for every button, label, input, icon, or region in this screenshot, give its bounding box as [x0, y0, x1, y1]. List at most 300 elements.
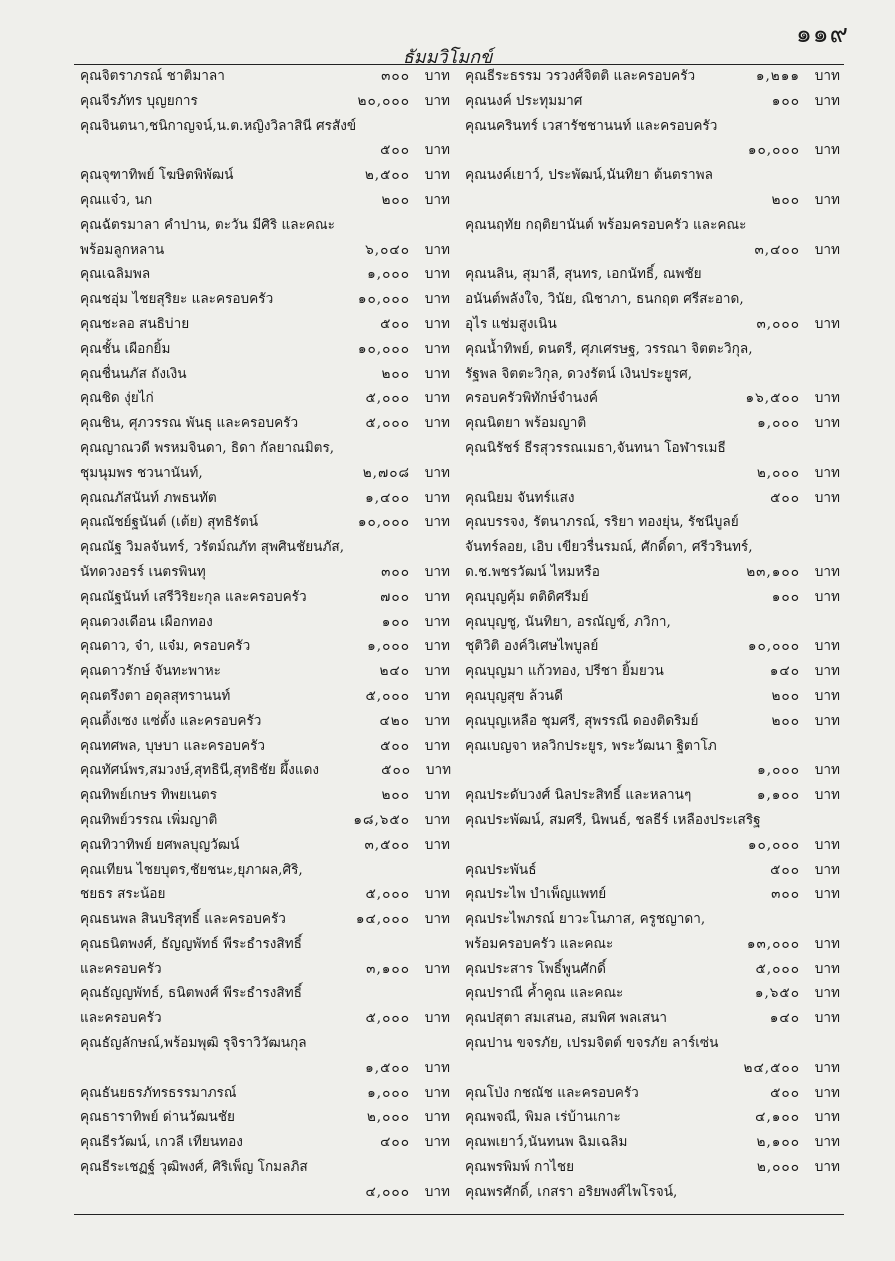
donor-name: คุณนงค์เยาว์, ประพัฒน์,นันทิยา ต้นตราพล	[465, 167, 713, 184]
currency-unit: บาท	[424, 92, 450, 109]
donor-name: คุณทศพล, บุษบา และครอบครัว	[80, 737, 266, 754]
donation-amount: ๑,๐๐๐	[757, 762, 800, 779]
donor-name: คุณบุญเหลือ ชุมศรี, สุพรรณี ดองติดริมย์	[465, 712, 699, 729]
donation-amount: ๕,๐๐๐	[365, 390, 410, 407]
currency-unit: บาท	[424, 638, 450, 655]
donor-line	[465, 1031, 840, 1056]
donor-name: คุณธันยธรภัทรธรรมาภรณ์	[80, 1084, 237, 1101]
donor-line	[80, 386, 450, 411]
donor-line	[465, 436, 840, 461]
currency-unit: บาท	[424, 787, 450, 804]
donation-amount: ๓,๑๐๐	[366, 960, 410, 977]
currency-unit: บาท	[814, 464, 840, 481]
donor-line	[465, 833, 840, 858]
donor-name: คุณชะลอ สนธิบ่าย	[80, 315, 190, 332]
donor-name: คุณนฤทัย กฤติยานันต์ พร้อมครอบครัว และคณะ	[465, 216, 747, 233]
donation-amount: ๑,๖๕๐	[754, 985, 800, 1002]
donor-name: คุณธัญลักษณ์,พร้อมพุฒิ รุจิราวิวัฒนกุล	[80, 1035, 307, 1052]
donation-amount: ๒๐๐	[771, 687, 800, 704]
donor-name: คุณญาณวดี พรหมจินดา, ธิดา กัลยาณมิตร,	[80, 439, 335, 456]
currency-unit: บาท	[424, 489, 450, 506]
donation-amount: ๑,๑๐๐	[756, 787, 800, 804]
donation-amount: ๔๐๐	[380, 1134, 410, 1151]
donor-name: คุณบุญมา แก้วทอง, ปรีชา ยิ้มยวน	[465, 663, 664, 680]
donation-amount: ๓,๕๐๐	[364, 836, 410, 853]
donor-line	[80, 312, 450, 337]
donor-line	[465, 238, 840, 263]
currency-unit: บาท	[424, 687, 450, 704]
donor-name: คุณโป่ง กชณัช และครอบครัว	[465, 1084, 639, 1101]
donor-name: คุณจุฑาทิพย์ โฆษิตพิพัฒน์	[80, 167, 234, 184]
donation-amount: ๕๐๐	[380, 142, 410, 159]
donor-name: จันทร์ลอย, เอิบ เขียวรื่นรมณ์, ศักดิ์ดา, ศรีวรินทร์,	[465, 539, 753, 556]
donor-line	[80, 981, 450, 1006]
donation-amount: ๑๔๐	[769, 1010, 800, 1027]
donor-line	[80, 213, 450, 238]
currency-unit: บาท	[424, 836, 450, 853]
donor-line	[80, 1031, 450, 1056]
donation-amount: ๑๐๐	[771, 588, 800, 605]
currency-unit: บาท	[814, 415, 840, 432]
donor-name: คุณปาน ขจรภัย, เปรมจิตต์ ขจรภัย ลาร์เซ่น	[465, 1035, 719, 1052]
currency-unit: บาท	[814, 1109, 840, 1126]
donation-amount: ๑๐๐	[771, 92, 800, 109]
donor-name: คุณจีรภัทร บุญยการ	[80, 92, 198, 109]
donation-amount: ๑,๔๐๐	[365, 489, 410, 506]
donation-amount: ๕,๐๐๐	[365, 415, 410, 432]
donor-line	[80, 138, 450, 163]
donor-line	[465, 585, 840, 610]
currency-unit: บาท	[424, 142, 450, 159]
donor-line	[465, 1180, 840, 1205]
donor-name: คุณบรรจง, รัตนาภรณ์, รริยา ทองยุ่น, รัชนีบูลย์	[465, 514, 739, 531]
donation-amount: ๑,๐๐๐	[367, 638, 410, 655]
currency-unit: บาท	[424, 737, 450, 754]
donor-name: คุณบุญชู, นันทิยา, อรณัญช์, ภวิกา,	[465, 613, 671, 630]
donor-name: คุณพรพิมพ์ กาไชย	[465, 1159, 575, 1176]
currency-unit: บาท	[424, 415, 450, 432]
currency-unit: บาท	[814, 762, 840, 779]
donor-name: คุณเบญจา หลวิกประยูร, พระวัฒนา ฐิตาโภ	[465, 737, 717, 754]
donor-name: คุณณภัสนันท์ ภพธนทัต	[80, 489, 217, 506]
donation-amount: ๑๘,๖๕๐	[353, 811, 410, 828]
donor-name: คุณจิตราภรณ์ ชาติมาลา	[80, 68, 225, 84]
currency-unit: บาท	[424, 613, 450, 630]
currency-unit: บาท	[424, 191, 450, 208]
donor-line	[80, 610, 450, 635]
donor-line	[465, 411, 840, 436]
donor-name: คุณดวงเดือน เผือกทอง	[80, 613, 213, 630]
donation-amount: ๑๖,๕๐๐	[745, 390, 800, 407]
currency-unit: บาท	[424, 663, 450, 680]
donor-line	[80, 1081, 450, 1106]
donation-amount: ๒๔๐	[379, 663, 410, 680]
currency-unit: บาท	[814, 489, 840, 506]
donor-name: คุณธีระเชฏฐ์ วุฒิพงศ์, ศิริเพ็ญ โกมลภิส	[80, 1159, 308, 1176]
currency-unit: บาท	[814, 588, 840, 605]
donor-name: คุณณัฐ วิมลจันทร์, วรัตม์ณภัท สุพศินชัยนภัส,	[80, 539, 345, 556]
donor-line	[465, 560, 840, 585]
donor-name: คุณนครินทร์ เวสารัชชานนท์ และครอบครัว	[465, 117, 718, 134]
currency-unit: บาท	[814, 638, 840, 655]
donor-line	[80, 114, 450, 139]
donor-name: ครอบครัวพิทักษ์จำนงค์	[465, 390, 598, 407]
donor-line	[465, 907, 840, 932]
donor-name: คุณน้ำทิพย์, ดนตรี, ศุภเศรษฐ, วรรณา จิตตะวิกุล,	[465, 340, 753, 357]
donor-name: พร้อมลูกหลาน	[80, 241, 165, 258]
donor-line	[465, 188, 840, 213]
donor-name: คุณประดับวงศ์ นิลประสิทธิ์ และหลานๆ	[465, 787, 692, 804]
donation-amount: ๗๐๐	[380, 588, 410, 605]
donor-name: คุณดาวรักษ์ จันทะพาหะ	[80, 663, 221, 680]
donation-amount: ๔,๑๐๐	[755, 1109, 800, 1126]
donor-line	[465, 213, 840, 238]
currency-unit: บาท	[424, 1010, 450, 1027]
donation-amount: ๒๐๐	[381, 787, 410, 804]
donor-name: คุณปราณี ค้ำคูณ และคณะ	[465, 985, 624, 1002]
currency-unit: บาท	[814, 960, 840, 977]
currency-unit: บาท	[814, 836, 840, 853]
donation-amount: ๕๐๐	[381, 762, 412, 779]
left-donor-column	[80, 64, 450, 1205]
donation-amount: ๒,๐๐๐	[756, 464, 800, 481]
currency-unit: บาท	[814, 92, 840, 109]
donor-line	[80, 833, 450, 858]
currency-unit: บาท	[814, 1059, 840, 1076]
donor-line	[465, 932, 840, 957]
donation-amount: ๑๔๐	[769, 663, 800, 680]
donor-line	[465, 114, 840, 139]
donor-line	[465, 138, 840, 163]
currency-unit: บาท	[814, 390, 840, 407]
donor-line	[465, 808, 840, 833]
donor-name: คุณฉัตรมาลา คำปาน, ตะวัน มีศิริ และคณะ	[80, 216, 335, 233]
currency-unit: บาท	[814, 315, 840, 332]
donation-amount: ๖,๐๔๐	[365, 241, 410, 258]
donor-line	[465, 362, 840, 387]
currency-unit: บาท	[814, 1159, 840, 1176]
donor-name: คุณพเยาว์,นันทนพ ฉิมเฉลิม	[465, 1134, 628, 1151]
donation-amount: ๑,๒๑๑	[755, 68, 800, 84]
donor-line	[80, 1105, 450, 1130]
donor-name: อนันต์พลังใจ, วินัย, ณิชาภา, ธนกฤต ศรีสะอาด,	[465, 291, 744, 308]
donor-line	[465, 783, 840, 808]
currency-unit: บาท	[424, 960, 450, 977]
donation-amount: ๑,๐๐๐	[757, 415, 800, 432]
donation-amount: ๑,๕๐๐	[365, 1059, 410, 1076]
donor-line	[80, 957, 450, 982]
donor-name: คุณนิตยา พร้อมญาติ	[465, 415, 587, 432]
donor-line	[465, 1081, 840, 1106]
donor-line	[465, 1006, 840, 1031]
donor-line	[80, 89, 450, 114]
donor-line	[80, 1006, 450, 1031]
currency-unit: บาท	[424, 167, 450, 184]
currency-unit: บาท	[424, 390, 450, 407]
donor-line	[80, 535, 450, 560]
donation-amount: ๑๐,๐๐๐	[357, 340, 410, 357]
donor-name: คุณธนพล สินบริสุทธิ์ และครอบครัว	[80, 911, 286, 928]
donation-amount: ๔,๐๐๐	[365, 1183, 410, 1200]
currency-unit: บาท	[814, 985, 840, 1002]
donor-line	[80, 262, 450, 287]
currency-unit: บาท	[424, 266, 450, 283]
donation-amount: ๓๐๐	[381, 563, 410, 580]
donor-name: คุณบุญคุ้ม ตติดิศรีมย์	[465, 588, 589, 605]
donor-line	[80, 932, 450, 957]
donor-name: อุไร แช่มสูงเนิน	[465, 315, 557, 332]
donor-line	[465, 659, 840, 684]
donation-amount: ๑๐,๐๐๐	[747, 836, 800, 853]
donor-line	[80, 1180, 450, 1205]
donor-line	[80, 510, 450, 535]
donor-name: คุณธนิตพงศ์, ธัญญพัทธ์ พีระธำรงสิทธิ์	[80, 935, 302, 952]
donor-line	[80, 287, 450, 312]
donor-name: ชุมนุมพร ชวนานันท์,	[80, 464, 203, 481]
donor-name: คุณธีระธรรม วรวงศ์จิตติ และครอบครัว	[465, 68, 696, 84]
donor-line	[465, 510, 840, 535]
donor-line	[80, 411, 450, 436]
currency-unit: บาท	[424, 68, 450, 84]
donation-amount: ๓๐๐	[771, 886, 800, 903]
donor-line	[80, 585, 450, 610]
donation-amount: ๒๐๐	[381, 191, 410, 208]
donor-line	[465, 858, 840, 883]
donor-name: คุณชิน, ศุภวรรณ พันธุ และครอบครัว	[80, 415, 299, 432]
donor-line	[465, 461, 840, 486]
donor-line	[80, 684, 450, 709]
currency-unit: บาท	[424, 1134, 450, 1151]
donor-name: คุณปสุตา สมเสนอ, สมพิศ พลเสนา	[465, 1010, 668, 1027]
donor-name: คุณณัฐนันท์ เสรีวิริยะกุล และครอบครัว	[80, 588, 307, 605]
donation-amount: ๔๒๐	[379, 712, 410, 729]
donor-line	[80, 634, 450, 659]
currency-unit: บาท	[424, 1109, 450, 1126]
donation-amount: ๕,๐๐๐	[365, 687, 410, 704]
donation-amount: ๑,๐๐๐	[367, 266, 410, 283]
currency-unit: บาท	[424, 1059, 450, 1076]
donor-line	[465, 64, 840, 89]
donor-line	[465, 1130, 840, 1155]
donation-amount: ๒,๑๐๐	[756, 1134, 800, 1151]
donor-name: คุณนิรัชร์ ธีรสุวรรณเมธา,จันทนา โอฬารเมธี	[465, 439, 726, 456]
donor-name: คุณประไพภรณ์ ยาวะโนภาส, ครูชญาดา,	[465, 911, 706, 928]
donation-amount: ๒๐,๐๐๐	[357, 92, 410, 109]
currency-unit: บาท	[424, 1183, 450, 1200]
donor-name: คุณพรศักดิ์, เกสรา อริยพงศ์ไพโรจน์,	[465, 1183, 678, 1200]
donation-amount: ๕๐๐	[770, 861, 800, 878]
donor-line	[465, 1155, 840, 1180]
donor-line	[465, 535, 840, 560]
donor-line	[465, 684, 840, 709]
currency-unit: บาท	[424, 811, 450, 828]
donation-amount: ๕๐๐	[770, 489, 800, 506]
currency-unit: บาท	[814, 191, 840, 208]
currency-unit: บาท	[424, 1084, 450, 1101]
donor-name: คุณตรึงตา อดุลสุทรานนท์	[80, 687, 231, 704]
currency-unit: บาท	[814, 1010, 840, 1027]
donor-line	[80, 238, 450, 263]
donor-line	[80, 362, 450, 387]
donor-line	[80, 1155, 450, 1180]
currency-unit: บาท	[425, 762, 452, 779]
donation-amount: ๒๓,๑๐๐	[746, 563, 800, 580]
donation-amount: ๕๐๐	[380, 315, 410, 332]
donor-line	[80, 486, 450, 511]
donor-line	[465, 882, 840, 907]
donor-line	[80, 882, 450, 907]
currency-unit: บาท	[424, 712, 450, 729]
donor-line	[465, 709, 840, 734]
currency-unit: บาท	[814, 663, 840, 680]
donation-amount: ๑๐๐	[381, 613, 410, 630]
currency-unit: บาท	[814, 1084, 840, 1101]
donation-amount: ๑๐,๐๐๐	[747, 638, 800, 655]
donor-name: คุณประพัฒน์, สมศรี, นิพนธ์, ชลธีร์ เหลืองประเสริฐ	[465, 811, 761, 828]
currency-unit: บาท	[814, 861, 840, 878]
currency-unit: บาท	[814, 787, 840, 804]
donation-amount: ๑๐,๐๐๐	[747, 142, 800, 159]
donor-name: คุณเทียน ไชยบุตร,ชัยชนะ,ยุภาผล,ศิริ,	[80, 861, 303, 878]
donor-name: คุณประสาร โพธิ์พูนศักดิ์	[465, 960, 606, 977]
currency-unit: บาท	[814, 241, 840, 258]
donor-name: คุณนงค์ ประทุมมาศ	[465, 92, 583, 109]
donor-name: คุณเฉลิมพล	[80, 266, 151, 283]
donation-amount: ๕,๐๐๐	[365, 1010, 410, 1027]
donor-line	[465, 89, 840, 114]
currency-unit: บาท	[424, 315, 450, 332]
donor-name: และครอบครัว	[80, 1010, 162, 1027]
donor-name: รัฐพล จิตตะวิกุล, ดวงรัตน์ เงินประยูรศ,	[465, 365, 693, 382]
donor-name: คุณชื่นนภัส ถังเงิน	[80, 365, 187, 382]
donation-amount: ๒๐๐	[771, 191, 800, 208]
donor-line	[80, 188, 450, 213]
donor-line	[465, 610, 840, 635]
donor-name: ชยธร สระน้อย	[80, 886, 166, 903]
donor-name: ชุติวิติ องค์วิเศษไพบูลย์	[465, 638, 599, 655]
right-donor-column	[465, 64, 840, 1205]
donation-amount: ๑,๐๐๐	[367, 1084, 410, 1101]
donor-name: คุณทิวาทิพย์ ยศพลบุญวัฒน์	[80, 836, 240, 853]
donor-line	[80, 337, 450, 362]
currency-unit: บาท	[814, 687, 840, 704]
donor-name: คุณทัศน์พร,สมวงษ์,สุทธินี,สุทธิชัย ผึ้งแดง	[80, 762, 320, 779]
currency-unit: บาท	[814, 68, 840, 84]
donation-amount: ๒,๕๐๐	[364, 167, 410, 184]
donor-name: คุณประไพ บำเพ็ญแพทย์	[465, 886, 607, 903]
donor-name: นัทดวงอรร์ เนตรพินทุ	[80, 563, 206, 580]
donor-name: คุณธีรวัฒน์, เกวลี เทียนทอง	[80, 1134, 243, 1151]
donor-line	[465, 634, 840, 659]
donation-amount: ๕๐๐	[770, 1084, 800, 1101]
currency-unit: บาท	[814, 886, 840, 903]
donation-amount: ๑๐,๐๐๐	[357, 291, 410, 308]
donor-name: คุณพจณี, พิมล เร่บ้านเกาะ	[465, 1109, 621, 1126]
currency-unit: บาท	[424, 911, 450, 928]
donor-name: คุณบุญสุข ล้วนดี	[465, 687, 563, 704]
donor-line	[80, 858, 450, 883]
currency-unit: บาท	[814, 1134, 840, 1151]
bottom-rule	[74, 1214, 844, 1215]
currency-unit: บาท	[424, 291, 450, 308]
donation-amount: ๓๐๐	[381, 68, 410, 84]
donor-line	[465, 312, 840, 337]
donation-amount: ๕,๐๐๐	[755, 960, 800, 977]
donor-name: คุณชั้น เผือกยิ้ม	[80, 340, 171, 357]
donor-line	[465, 758, 840, 783]
donor-name: คุณณัชย์ฐนันต์ (เต้ย) สุทธิรัตน์	[80, 514, 259, 531]
donor-name: คุณนลิน, สุมาลี, สุนทร, เอกนัทธิ์, ณพชัย	[465, 266, 702, 283]
donation-amount: ๑๔,๐๐๐	[355, 911, 410, 928]
donor-line	[465, 262, 840, 287]
donor-line	[80, 659, 450, 684]
currency-unit: บาท	[424, 588, 450, 605]
donor-line	[465, 163, 840, 188]
donor-line	[465, 486, 840, 511]
donation-amount: ๓,๐๐๐	[756, 315, 800, 332]
donor-line	[80, 560, 450, 585]
donation-amount: ๕๐๐	[380, 737, 410, 754]
currency-unit: บาท	[424, 464, 450, 481]
donor-line	[465, 386, 840, 411]
donor-line	[80, 64, 450, 89]
donor-name: คุณชอุ่ม ไชยสุริยะ และครอบครัว	[80, 291, 274, 308]
donation-amount: ๒,๐๐๐	[366, 1109, 410, 1126]
donor-name: คุณนิยม จันทร์แสง	[465, 489, 575, 506]
donor-name: คุณจินตนา,ชนิกาญจน์,น.ต.หญิงวิลาสินี ศรสังข์	[80, 117, 357, 134]
donor-line	[80, 1056, 450, 1081]
donor-line	[465, 981, 840, 1006]
donor-name: คุณติ้งเซง แซ่ตั้ง และครอบครัว	[80, 712, 262, 729]
donation-amount: ๒,๐๐๐	[756, 1159, 800, 1176]
currency-unit: บาท	[424, 365, 450, 382]
donation-amount: ๓,๔๐๐	[754, 241, 800, 258]
currency-unit: บาท	[424, 563, 450, 580]
donor-line	[465, 957, 840, 982]
currency-unit: บาท	[424, 241, 450, 258]
currency-unit: บาท	[424, 886, 450, 903]
donor-line	[465, 337, 840, 362]
donor-line	[465, 1105, 840, 1130]
currency-unit: บาท	[424, 514, 450, 531]
donation-amount: ๒๐๐	[771, 712, 800, 729]
donation-amount: ๑๐,๐๐๐	[357, 514, 410, 531]
donor-name: และครอบครัว	[80, 960, 162, 977]
donor-line	[465, 287, 840, 312]
donor-line	[465, 734, 840, 759]
donor-name: คุณธาราทิพย์ ด่านวัฒนชัย	[80, 1109, 235, 1126]
donor-name: คุณธัญญพัทธ์, ธนิตพงศ์ พีระธำรงสิทธิ์	[80, 985, 302, 1002]
donor-name: คุณทิพย์เกษร ทิพยเนตร	[80, 787, 218, 804]
donor-line	[80, 907, 450, 932]
currency-unit: บาท	[424, 340, 450, 357]
donor-name: คุณชิด งุ่ยไก่	[80, 390, 154, 407]
currency-unit: บาท	[814, 935, 840, 952]
donor-line	[80, 808, 450, 833]
donor-name: คุณทิพย์วรรณ เพิ่มญาติ	[80, 811, 218, 828]
donation-amount: ๒,๗๐๘	[362, 464, 410, 481]
donor-name: ด.ช.พชรวัฒน์ ไหมหรือ	[465, 563, 600, 580]
donor-line	[80, 436, 450, 461]
donor-line	[80, 709, 450, 734]
donor-line	[80, 758, 450, 783]
donation-amount: ๒๔,๕๐๐	[743, 1059, 800, 1076]
donor-name: คุณประพันธ์	[465, 861, 537, 878]
currency-unit: บาท	[814, 712, 840, 729]
donor-line	[80, 1130, 450, 1155]
donor-name: พร้อมครอบครัว และคณะ	[465, 935, 614, 952]
donor-name: คุณแจ๋ว, นก	[80, 191, 153, 208]
